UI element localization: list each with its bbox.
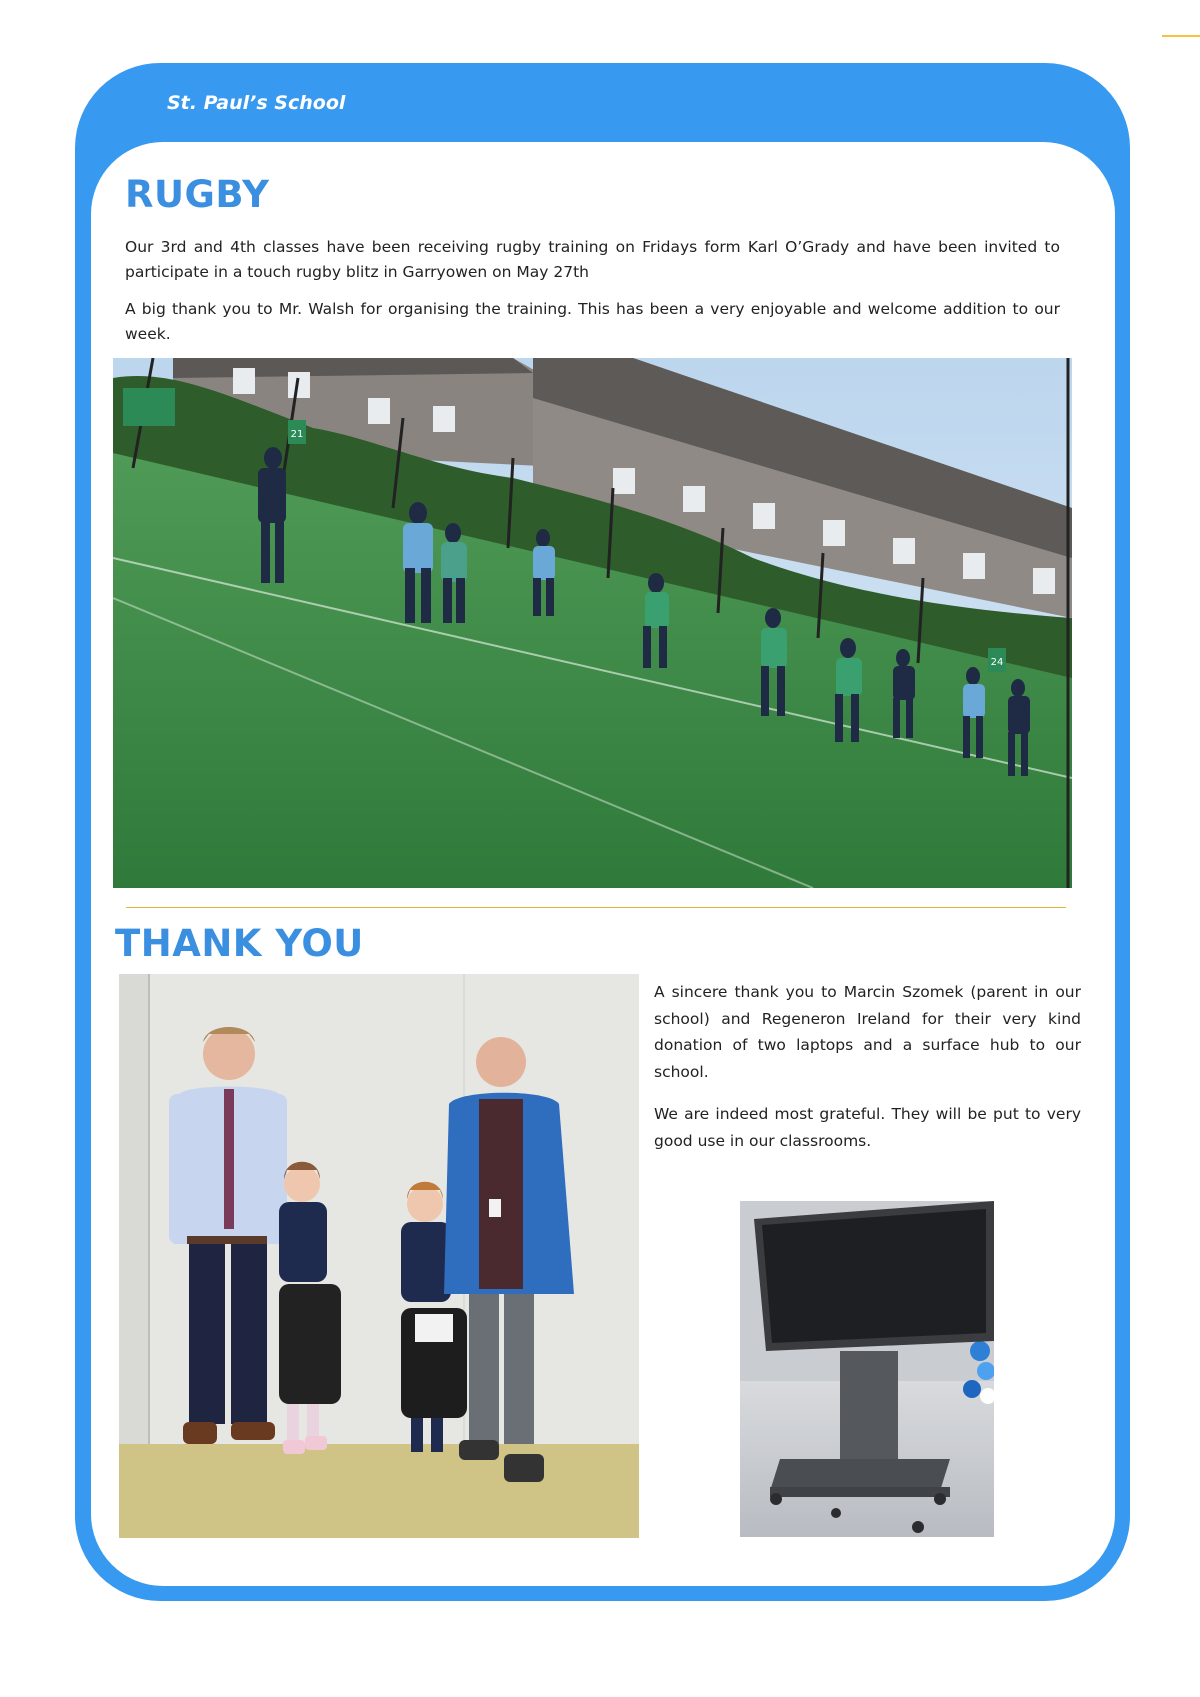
rugby-paragraph-2: A big thank you to Mr. Walsh for organising the training. This has been a very enjoyable and welcome addition to our week. [125, 300, 1060, 343]
rugby-training-photo [113, 358, 1072, 888]
sign-number-21: 21 [290, 429, 304, 440]
donation-group-photo [119, 974, 639, 1538]
school-name-header: St. Paul’s School [167, 92, 346, 114]
corner-accent-line [1162, 35, 1200, 37]
surface-hub-photo [740, 1201, 994, 1537]
thank-you-heading: THANK YOU [115, 922, 364, 965]
thank-you-paragraph-1: A sincere thank you to Marcin Szomek (parent in our school) and Regeneron Ireland for their very kind donation of two laptops and a surface hub to our school. [654, 983, 1081, 1081]
thank-you-paragraph-2: We are indeed most grateful. They will be put to very good use in our classrooms. [654, 1105, 1081, 1150]
rugby-paragraph-1: Our 3rd and 4th classes have been receiving rugby training on Fridays form Karl O’Grady and have been invited to participate in a touch rugby blitz in Garryowen on May 27th [125, 238, 1060, 281]
section-divider [126, 907, 1066, 908]
rugby-heading: RUGBY [125, 173, 270, 216]
sign-number-24: 24 [990, 657, 1004, 668]
